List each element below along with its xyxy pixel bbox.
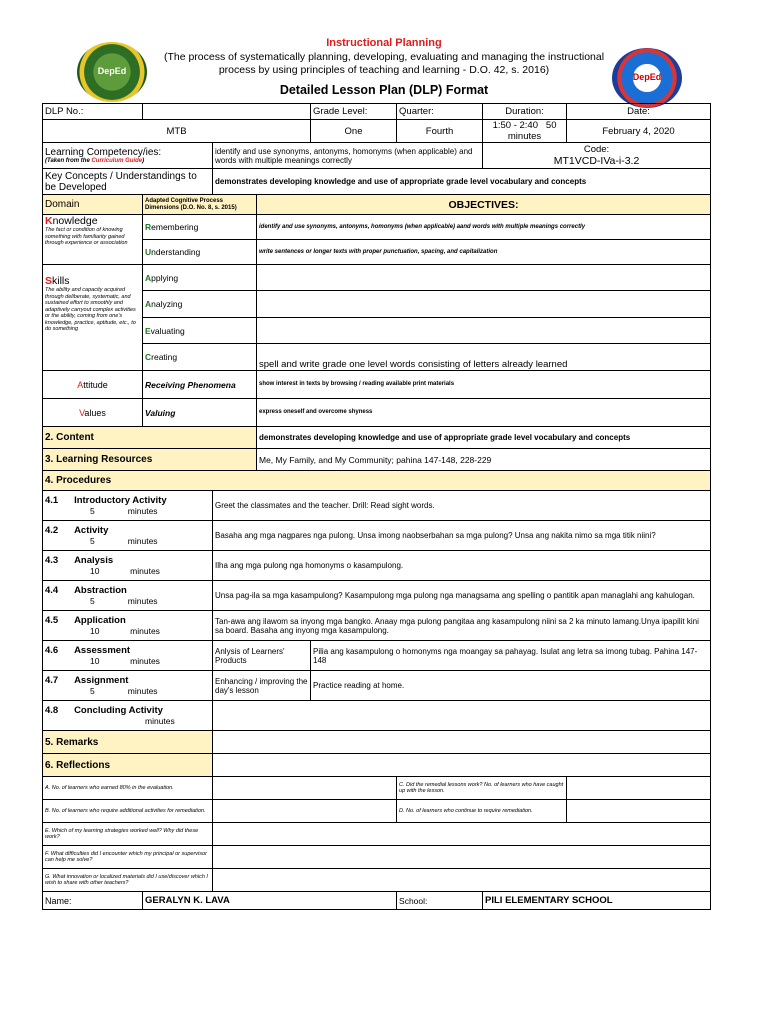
skills-initial: S (45, 275, 53, 287)
procedure-row (43, 551, 711, 581)
procedure-name: Assessment (74, 645, 131, 656)
analyzing-objective (257, 291, 711, 318)
understanding-objective: write sentences or longer texts with proper punctuation, spacing, and capitalization (257, 240, 711, 265)
procedure-text: Pilia ang kasampulong o homonyms nga moangay sa pahayag. Isulat ang letra sa imong tubag. Pahina 147-148 (311, 641, 711, 671)
lesson-plan-table (42, 103, 711, 910)
grade-level-label: Grade Level: (311, 104, 397, 120)
reflection-f-row (43, 846, 711, 869)
reflection-g-row (43, 869, 711, 892)
minutes-unit: minutes (130, 566, 160, 576)
procedure-name: Analysis (74, 555, 114, 566)
evaluating-objective (257, 318, 711, 344)
procedure-minutes: 5 (90, 506, 95, 516)
reflection-bd-row (43, 800, 711, 823)
reflection-f: F. What difficulties did I encounter which my principal or supervisor can help me solve? (43, 846, 213, 869)
reflection-b: B. No. of learners who require additional activities for remediation. (43, 800, 213, 823)
evaluating-initial: E (145, 325, 151, 336)
duration-label: Duration: (483, 104, 567, 120)
understanding-initial: U (145, 247, 152, 257)
skills-row-evaluating (43, 318, 711, 344)
info-values-row (43, 120, 711, 143)
procedure-minutes: 5 (90, 596, 95, 606)
procedure-minutes: 10 (90, 566, 100, 576)
dlp-no-label: DLP No.: (43, 104, 143, 120)
teacher-name: GERALYN K. LAVA (143, 892, 397, 910)
evaluating-label: valuating (150, 325, 185, 336)
reflection-e-answer[interactable] (213, 823, 711, 846)
remembering-objective: identify and use synonyms, antonyms, homonyms (when applicable) aand words with multiple meanings correctly (257, 215, 711, 240)
procedures-label: 4. Procedures (43, 471, 711, 491)
reflections-row (43, 754, 711, 777)
procedure-subtype: Anlysis of Learners' Products (213, 641, 311, 671)
resources-text: Me, My Family, and My Community; pahina 147-148, 228-229 (257, 449, 711, 471)
footer-row (43, 892, 711, 910)
procedure-num: 4.5 (45, 615, 59, 626)
remarks-label: 5. Remarks (43, 731, 213, 754)
skills-row-analyzing (43, 291, 711, 318)
reflection-d-answer[interactable] (567, 800, 711, 823)
procedure-row (43, 641, 711, 671)
procedure-num: 4.4 (45, 585, 59, 596)
school-seal-logo (612, 48, 682, 108)
school-name: PILI ELEMENTARY SCHOOL (483, 892, 711, 910)
attitude-initial: A (77, 379, 84, 390)
right-logo-text: DepEd (632, 72, 662, 82)
procedure-name: Concluding Activity (74, 705, 163, 716)
attitude-row (43, 371, 711, 399)
procedure-name: Abstraction (74, 585, 127, 596)
reflection-b-answer[interactable] (213, 800, 397, 823)
minutes-unit: minutes (127, 536, 158, 546)
reflection-a-answer[interactable] (213, 777, 397, 800)
procedures-header-row (43, 471, 711, 491)
competency-code: MT1VCD-IVa-i-3.2 (553, 155, 640, 167)
procedure-text: Greet the classmates and the teacher. Drill: Read sight words. (213, 491, 711, 521)
procedure-text: Unsa pag-ila sa mga kasampulong? Kasampulong mga pulong nga managsama ang spelling o pantitik apan managlahi ang kahulogan. (213, 581, 711, 611)
remembering-initial: R (145, 222, 152, 232)
reflections-label: 6. Reflections (43, 754, 213, 777)
duration-value: 50 minutes (507, 120, 557, 142)
left-logo-text: DepEd (97, 66, 127, 76)
resources-label: 3. Learning Resources (43, 449, 257, 471)
knowledge-description: The fact or condition of knowing something with familiarity gained through experience or association (45, 227, 128, 246)
values-objective: express oneself and overcome shyness (257, 399, 711, 427)
procedure-minutes: 5 (90, 686, 95, 696)
code-label: Code: (583, 144, 610, 155)
knowledge-label: nowledge (52, 215, 98, 227)
reflection-d: D. No. of learners who continue to require remediation. (397, 800, 567, 823)
key-concepts-label: Key Concepts / Understandings to be Developed (43, 169, 213, 195)
creating-initial: C (145, 352, 152, 362)
procedure-name: Assignment (74, 675, 129, 686)
values-label: alues (84, 407, 106, 418)
minutes-unit: minutes (127, 686, 158, 696)
procedure-row (43, 521, 711, 551)
procedure-name: Activity (74, 525, 109, 536)
procedure-num: 4.2 (45, 525, 59, 536)
reflection-e-row (43, 823, 711, 846)
reflection-ab-row (43, 777, 711, 800)
values-process: Valuing (143, 399, 257, 427)
creating-objective: spell and write grade one level words consisting of letters already learned (257, 344, 711, 371)
procedure-row (43, 581, 711, 611)
key-concepts-row (43, 169, 711, 195)
objectives-label: OBJECTIVES: (257, 195, 711, 215)
procedure-subtype: Enhancing / improving the day's lesson (213, 671, 311, 701)
procedure-num: 4.7 (45, 675, 59, 686)
content-text: demonstrates developing knowledge and use of appropriate grade level vocabulary and concepts (257, 427, 711, 449)
competency-label: Learning Competency/ies: (45, 146, 162, 158)
competency-note-prefix: (Taken from the (45, 157, 92, 164)
procedure-minutes: 10 (90, 626, 100, 636)
procedure-minutes: 5 (90, 536, 95, 546)
procedure-num: 4.6 (45, 645, 59, 656)
competency-note-suffix: ) (142, 157, 145, 164)
minutes-unit: minutes (127, 596, 158, 606)
date-value: February 4, 2020 (567, 120, 711, 143)
procedure-text: Tan-awa ang ilawom sa inyong mga bangko. Anaay mga pulong pangitaa ang kasampulong niini sa 2 ka minuto lamang.Unya ipapilit kini sa board. Basaha ang inyong mga kasampulong. (213, 611, 711, 641)
info-labels-row (43, 104, 711, 120)
knowledge-initial: K (45, 215, 53, 227)
minutes-unit: minutes (145, 716, 175, 726)
reflection-a: A. No. of learners who earned 80% in the evaluation. (43, 777, 213, 800)
name-label: Name: (43, 892, 143, 910)
attitude-objective: show interest in texts by browsing / reading available print materials (257, 371, 711, 399)
skills-label: kills (52, 275, 70, 287)
analyzing-initial: A (145, 299, 152, 309)
domain-header-row (43, 195, 711, 215)
reflection-f-answer[interactable] (213, 846, 711, 869)
applying-initial: A (145, 272, 152, 283)
competency-text: identify and use synonyms, antonyms, homonyms (when applicable) and words with multiple meanings correctly (213, 143, 483, 169)
applying-objective (257, 265, 711, 291)
analyzing-label: nalyzing (151, 299, 183, 309)
skills-row-creating (43, 344, 711, 371)
minutes-unit: minutes (130, 656, 160, 666)
skills-description: The ability and capacity acquired through deliberate, systematic, and sustained effort to smoothly and adaptively carryout complex activities or the ability, coming from one's knowledge, practice, aptitude, etc., to do something (45, 287, 136, 332)
procedure-num: 4.8 (45, 705, 59, 716)
time-value: 1:50 - 2:40 (492, 120, 538, 131)
procedure-row (43, 701, 711, 731)
procedure-text: Practice reading at home. (311, 671, 711, 701)
instructional-planning-title: Instructional Planning (326, 37, 442, 49)
reflection-g-answer[interactable] (213, 869, 711, 892)
creating-label: reating (151, 352, 178, 362)
procedure-text: Basaha ang mga nagpares nga pulong. Unsa imong naobserbahan sa mga pulong? Unsa ang nakita nimo sa mga titik niini? (213, 521, 711, 551)
attitude-label: ttitude (83, 379, 108, 390)
procedure-num: 4.1 (45, 495, 59, 506)
domain-label: Domain (43, 195, 143, 215)
remembering-label: emembering (151, 222, 199, 232)
reflection-g: G. What innovation or localized materials did I use/discover which I wish to share with other teachers? (43, 869, 213, 892)
skills-row-applying (43, 265, 711, 291)
reflection-e: E. Which of my learning strategies worked well? Why did these work? (43, 823, 213, 846)
curriculum-guide-link[interactable]: Curriculum Guide (91, 157, 143, 164)
procedure-name: Introductory Activity (74, 495, 167, 506)
procedure-row (43, 671, 711, 701)
process-dimensions-label: Adapted Cognitive Process Dimensions (D.O. No. 8, s. 2015) (143, 195, 257, 215)
header-subtitle: (The process of systematically planning, developing, evaluating and managing the instructional process by using principles of teaching and learning - D.O. 42, s. 2016) (163, 51, 605, 76)
values-row (43, 399, 711, 427)
understanding-label: nderstanding (151, 247, 201, 257)
applying-label: pplying (151, 272, 179, 283)
dlp-format-title: Detailed Lesson Plan (DLP) Format (279, 83, 489, 97)
procedure-text (213, 701, 711, 731)
school-label: School: (397, 892, 483, 910)
content-row (43, 427, 711, 449)
minutes-unit: minutes (130, 626, 160, 636)
grade-value: One (311, 120, 397, 143)
quarter-value: Fourth (397, 120, 483, 143)
procedure-row (43, 491, 711, 521)
key-concepts-text: demonstrates developing knowledge and use of appropriate grade level vocabulary and concepts (213, 169, 711, 195)
knowledge-row-understanding (43, 240, 711, 265)
procedure-name: Application (74, 615, 126, 626)
procedure-text: Ilha ang mga pulong nga homonyms o kasampulong. (213, 551, 711, 581)
content-label: 2. Content (43, 427, 257, 449)
subject-value: MTB (43, 120, 311, 143)
quarter-label: Quarter: (397, 104, 483, 120)
resources-row (43, 449, 711, 471)
remarks-row (43, 731, 711, 754)
competency-row (43, 143, 711, 169)
values-initial: V (79, 407, 85, 418)
attitude-process: Receiving Phenomena (143, 371, 257, 399)
reflection-c: C. Did the remedial lessons work? No. of learners who have caught up with the lesson. (397, 777, 567, 800)
date-label: Date: (567, 104, 711, 120)
minutes-unit: minutes (127, 506, 158, 516)
procedure-row (43, 611, 711, 641)
knowledge-row-remembering (43, 215, 711, 240)
remarks-field[interactable] (213, 731, 711, 754)
procedure-minutes: 10 (90, 656, 100, 666)
procedure-num: 4.3 (45, 555, 59, 566)
deped-seal-logo (77, 42, 147, 102)
reflection-c-answer[interactable] (567, 777, 711, 800)
